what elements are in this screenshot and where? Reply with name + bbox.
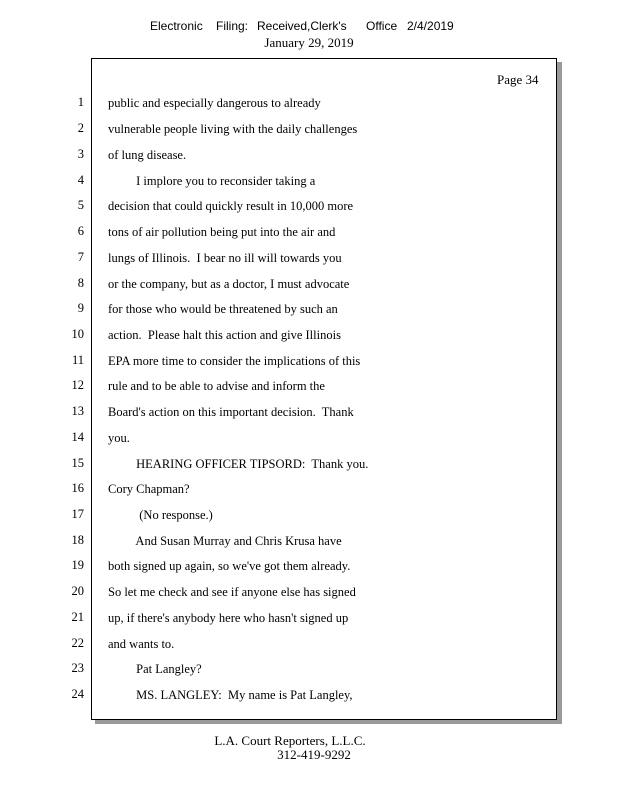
stamp-word: Electronic — [150, 19, 203, 33]
line-text: and wants to. — [108, 637, 175, 651]
line-number: 13 — [71, 404, 84, 418]
stamp-word: Office — [366, 19, 398, 33]
line-text: rule and to be able to advise and inform the — [108, 379, 325, 393]
line-number: 14 — [71, 430, 84, 444]
line-text: decision that could quickly result in 10,000 more — [108, 199, 354, 213]
line-text: tons of air pollution being put into the air and — [108, 225, 336, 239]
line-text: or the company, but as a doctor, I must advocate — [108, 277, 350, 291]
stamp-word: Filing: — [216, 19, 249, 33]
line-number: 4 — [77, 173, 84, 187]
line-number: 20 — [71, 584, 84, 598]
line-number: 9 — [77, 301, 84, 315]
line-text: So let me check and see if anyone else has signed — [108, 585, 356, 599]
line-text: EPA more time to consider the implications of this — [108, 354, 361, 368]
line-text: both signed up again, so we've got them already. — [108, 559, 351, 573]
line-text: you. — [108, 431, 130, 445]
line-number: 2 — [77, 121, 84, 135]
line-text: Board's action on this important decision. Thank — [108, 405, 354, 419]
line-number: 1 — [77, 95, 84, 109]
line-number: 15 — [71, 456, 84, 470]
page-number: Page 34 — [497, 72, 539, 87]
line-text: And Susan Murray and Chris Krusa have — [108, 534, 342, 548]
line-text: HEARING OFFICER TIPSORD: Thank you. — [108, 457, 369, 471]
line-number: 16 — [71, 481, 84, 495]
line-number: 10 — [71, 327, 84, 341]
line-number: 18 — [71, 533, 84, 547]
line-number: 23 — [71, 661, 84, 675]
line-text: public and especially dangerous to already — [108, 96, 321, 110]
filing-stamp — [0, 19, 618, 35]
line-text: lungs of Illinois. I bear no ill will towards you — [108, 251, 342, 265]
line-number: 11 — [71, 353, 84, 367]
header-date: January 29, 2019 — [264, 35, 354, 50]
footer-company: L.A. Court Reporters, L.L.C. — [214, 733, 366, 748]
line-text: up, if there's anybody here who hasn't signed up — [108, 611, 349, 625]
line-number: 8 — [77, 276, 84, 290]
stamp-word: Received,Clerk's — [257, 19, 347, 33]
footer-phone: 312-419-9292 — [277, 747, 351, 762]
line-number: 22 — [71, 636, 84, 650]
line-text: Pat Langley? — [108, 662, 202, 676]
line-text: (No response.) — [108, 508, 213, 522]
line-number: 7 — [77, 250, 84, 264]
line-text: Cory Chapman? — [108, 482, 190, 496]
line-number: 12 — [71, 378, 84, 392]
line-number: 5 — [77, 198, 84, 212]
line-text: MS. LANGLEY: My name is Pat Langley, — [108, 688, 353, 702]
line-text: of lung disease. — [108, 148, 187, 162]
line-text: I implore you to reconsider taking a — [108, 174, 316, 188]
line-number: 24 — [71, 687, 84, 701]
line-number: 6 — [77, 224, 84, 238]
line-number: 21 — [71, 610, 84, 624]
line-text: action. Please halt this action and give Illinois — [108, 328, 341, 342]
line-text: for those who would be threatened by such an — [108, 302, 338, 316]
line-number: 19 — [71, 558, 84, 572]
line-number: 3 — [77, 147, 84, 161]
stamp-word: 2/4/2019 — [407, 19, 454, 33]
line-text: vulnerable people living with the daily challenges — [108, 122, 358, 136]
line-number: 17 — [71, 507, 84, 521]
